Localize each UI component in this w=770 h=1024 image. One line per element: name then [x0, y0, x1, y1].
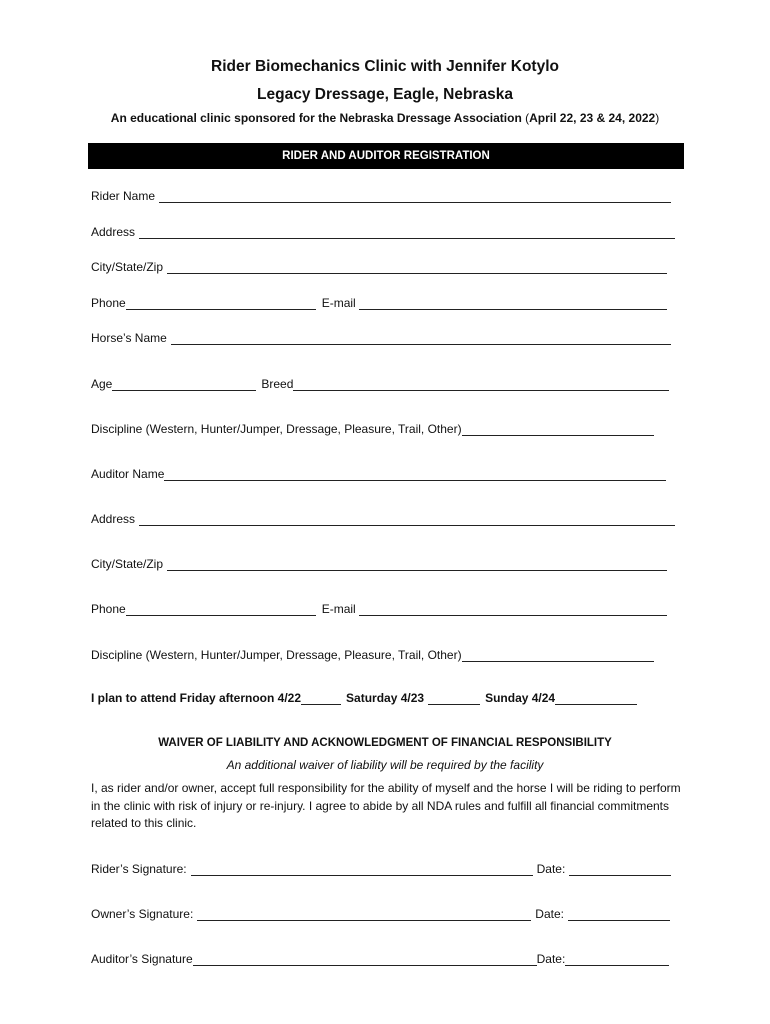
rider-date-field[interactable] — [569, 863, 671, 876]
owner-signature-row — [91, 905, 670, 921]
rider-signature-row — [91, 860, 671, 876]
rider-signature-label: Rider’s Signature: — [91, 862, 187, 876]
attend-sunday-field[interactable] — [555, 692, 637, 705]
age-field[interactable] — [112, 378, 256, 391]
subtitle-sponsor: An educational clinic sponsored for the Nebraska Dressage Association — [110, 111, 522, 125]
auditor-signature-field[interactable] — [193, 953, 537, 966]
owner-date-field[interactable] — [568, 908, 670, 921]
attend-friday-label: I plan to attend Friday afternoon 4/22 — [91, 691, 302, 705]
auditor-date-label: Date: — [536, 952, 566, 966]
rider-discipline-label: Discipline (Western, Hunter/Jumper, Dressage, Pleasure, Trail, Other) — [91, 422, 462, 436]
rider-phone-label: Phone — [91, 296, 126, 310]
rider-phone-row — [91, 294, 667, 310]
attend-sunday-label: Sunday 4/24 — [485, 691, 556, 705]
subtitle-dates: April 22, 23 & 24, 2022 — [529, 111, 656, 125]
rider-discipline-field[interactable] — [462, 423, 654, 436]
rider-date-label: Date: — [536, 862, 566, 876]
breed-label: Breed — [261, 377, 294, 391]
rider-name-field[interactable] — [159, 190, 671, 203]
auditor-phone-label: Phone — [91, 602, 126, 616]
rider-email-field[interactable] — [359, 297, 667, 310]
auditor-address-field[interactable] — [139, 513, 675, 526]
rider-signature-field[interactable] — [191, 863, 533, 876]
rider-discipline-row — [91, 420, 654, 436]
section-banner: RIDER AND AUDITOR REGISTRATION — [88, 143, 684, 169]
rider-address-row — [91, 223, 675, 239]
subtitle-paren-open: ( — [521, 111, 530, 125]
rider-email-label: E-mail — [321, 296, 356, 310]
auditor-date-field[interactable] — [565, 953, 669, 966]
rider-city-row — [91, 258, 667, 274]
horse-name-field[interactable] — [171, 332, 671, 345]
auditor-signature-row — [91, 950, 669, 966]
auditor-name-row — [91, 465, 666, 481]
breed-field[interactable] — [293, 378, 669, 391]
rider-name-row — [91, 187, 671, 203]
attend-saturday-field[interactable] — [428, 692, 480, 705]
form-venue: Legacy Dressage, Eagle, Nebraska — [257, 86, 513, 103]
auditor-discipline-field[interactable] — [462, 649, 654, 662]
auditor-signature-label: Auditor’s Signature — [91, 952, 193, 966]
attend-saturday-label: Saturday 4/23 — [346, 691, 425, 705]
rider-age-breed-row — [91, 375, 669, 391]
auditor-discipline-label: Discipline (Western, Hunter/Jumper, Dressage, Pleasure, Trail, Other) — [91, 648, 462, 662]
attend-friday-field[interactable] — [301, 692, 341, 705]
horse-name-label: Horse’s Name — [91, 331, 167, 345]
auditor-phone-row — [91, 600, 667, 616]
auditor-email-field[interactable] — [359, 603, 667, 616]
form-title: Rider Biomechanics Clinic with Jennifer Kotylo — [211, 58, 559, 75]
owner-signature-label: Owner’s Signature: — [91, 907, 194, 921]
owner-date-label: Date: — [535, 907, 564, 921]
age-label: Age — [91, 377, 113, 391]
auditor-address-label: Address — [91, 512, 136, 526]
auditor-email-label: E-mail — [321, 602, 356, 616]
rider-name-label: Rider Name — [91, 189, 156, 203]
auditor-city-row — [91, 555, 667, 571]
waiver-note: An additional waiver of liability will be required by the facility — [226, 758, 544, 772]
rider-phone-field[interactable] — [126, 297, 316, 310]
auditor-phone-field[interactable] — [126, 603, 316, 616]
rider-city-field[interactable] — [167, 261, 667, 274]
attendance-row — [91, 689, 637, 705]
auditor-city-field[interactable] — [167, 558, 667, 571]
rider-horse-row — [91, 329, 671, 345]
rider-city-label: City/State/Zip — [91, 260, 164, 274]
rider-address-label: Address — [91, 225, 136, 239]
rider-address-field[interactable] — [139, 226, 675, 239]
auditor-discipline-row — [91, 646, 654, 662]
waiver-title: WAIVER OF LIABILITY AND ACKNOWLEDGMENT OF FINANCIAL RESPONSIBILITY — [158, 737, 612, 749]
waiver-body: I, as rider and/or owner, accept full responsibility for the ability of myself and the horse I will be riding to perform in the clinic with risk of injury or re-injury. I agree to abide by all NDA rules and fulfill all financial commitments related to this clinic. — [91, 781, 681, 830]
owner-signature-field[interactable] — [197, 908, 531, 921]
form-subtitle — [0, 111, 770, 125]
auditor-city-label: City/State/Zip — [91, 557, 164, 571]
auditor-name-label: Auditor Name — [91, 467, 165, 481]
subtitle-paren-close: ) — [655, 111, 660, 125]
auditor-address-row — [91, 510, 675, 526]
auditor-name-field[interactable] — [164, 468, 666, 481]
